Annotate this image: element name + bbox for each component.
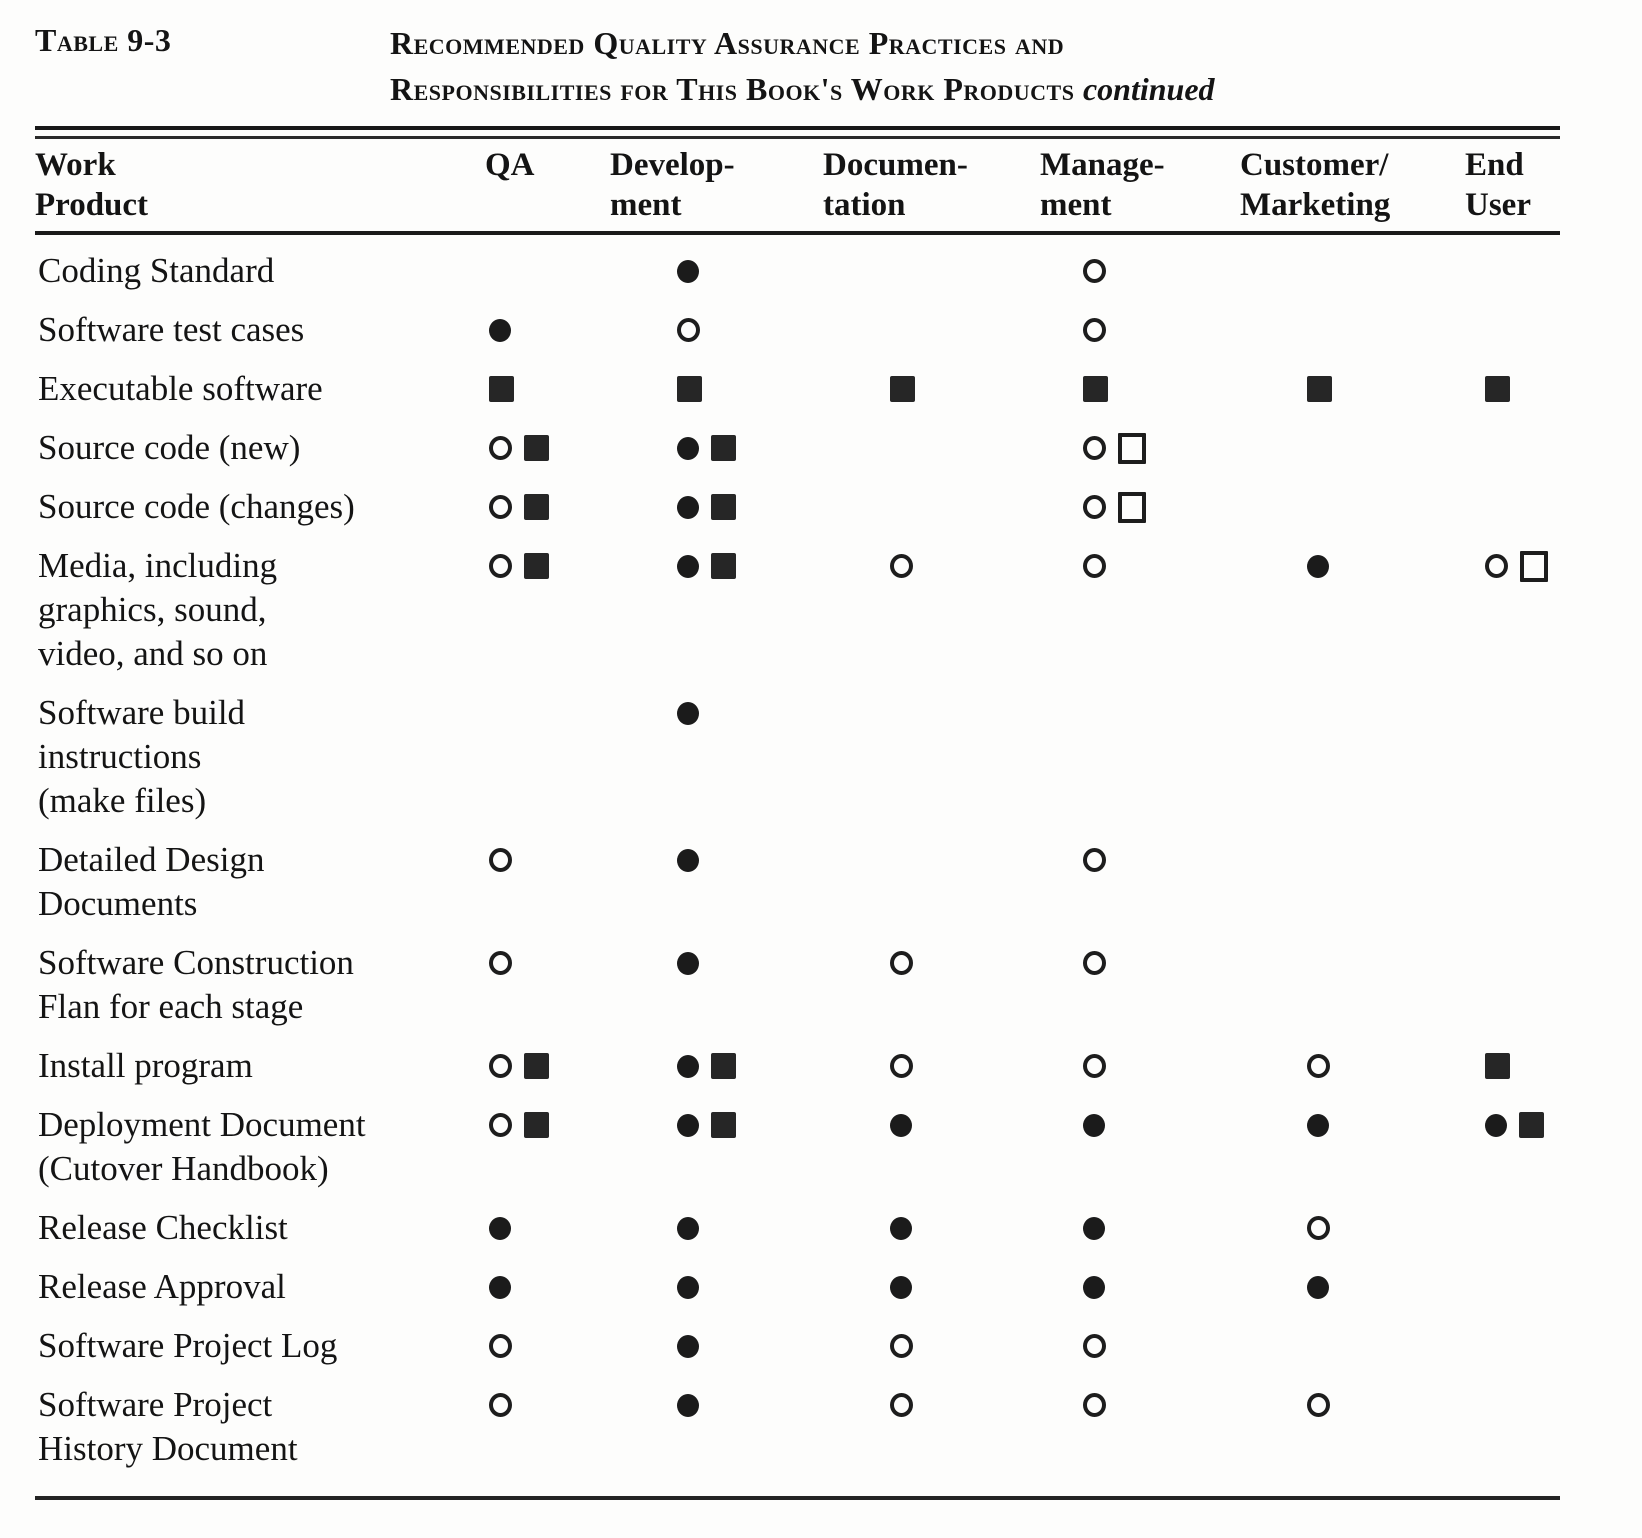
- cell-customer_marketing: [1235, 691, 1460, 735]
- cell-customer_marketing: [1235, 308, 1460, 352]
- cell-customer_marketing: [1235, 544, 1460, 588]
- column-header-line: Customer/: [1240, 147, 1389, 183]
- cell-end_user: [1460, 1383, 1560, 1427]
- work-product-line: Documents: [38, 884, 198, 923]
- cell-documentation: [818, 544, 1035, 588]
- open-circle-icon: [1083, 951, 1106, 975]
- work-product-name: [35, 485, 475, 529]
- table-row: [35, 249, 1560, 308]
- column-header-line: Develop-: [610, 147, 735, 183]
- open-circle-icon: [1083, 318, 1106, 342]
- open-circle-icon: [1307, 1054, 1330, 1078]
- work-product-name: [35, 1383, 475, 1471]
- filled-circle-icon: [489, 1217, 511, 1240]
- work-product-name: [35, 1044, 475, 1088]
- table-number-label: Table 9-3: [35, 22, 172, 58]
- table-row: [35, 485, 1560, 544]
- work-product-line: video, and so on: [38, 634, 268, 673]
- cell-development: [605, 249, 818, 293]
- open-square-icon: [1520, 551, 1548, 582]
- filled-circle-icon: [1083, 1217, 1105, 1240]
- filled-circle-icon: [489, 319, 511, 342]
- cell-end_user: [1460, 426, 1560, 470]
- cell-qa: [475, 485, 605, 529]
- cell-development: [605, 485, 818, 529]
- open-circle-icon: [1083, 1393, 1106, 1417]
- filled-circle-icon: [489, 1276, 511, 1299]
- cell-end_user: [1460, 1324, 1560, 1368]
- cell-management: [1035, 941, 1235, 985]
- cell-development: [605, 691, 818, 735]
- cell-customer_marketing: [1235, 838, 1460, 882]
- cell-management: [1035, 249, 1235, 293]
- cell-customer_marketing: [1235, 367, 1460, 411]
- cell-qa: [475, 941, 605, 985]
- cell-documentation: [818, 308, 1035, 352]
- filled-circle-icon: [1307, 1276, 1329, 1299]
- table-row: [35, 838, 1560, 941]
- cell-qa: [475, 1383, 605, 1427]
- cell-management: [1035, 485, 1235, 529]
- cell-qa: [475, 1044, 605, 1088]
- column-header-documentation: [818, 145, 1035, 225]
- cell-customer_marketing: [1235, 426, 1460, 470]
- cell-documentation: [818, 838, 1035, 882]
- open-circle-icon: [677, 318, 700, 342]
- cell-development: [605, 1265, 818, 1309]
- cell-qa: [475, 308, 605, 352]
- table-row: [35, 544, 1560, 691]
- cell-management: [1035, 1324, 1235, 1368]
- cell-documentation: [818, 1383, 1035, 1427]
- cell-end_user: [1460, 838, 1560, 882]
- column-header-development: [605, 145, 818, 225]
- open-circle-icon: [489, 1054, 512, 1078]
- open-circle-icon: [489, 1334, 512, 1358]
- cell-management: [1035, 308, 1235, 352]
- cell-customer_marketing: [1235, 941, 1460, 985]
- filled-circle-icon: [677, 437, 699, 460]
- filled-square-icon: [711, 435, 736, 461]
- table-row: [35, 1206, 1560, 1265]
- column-header-management: [1035, 145, 1235, 225]
- cell-development: [605, 308, 818, 352]
- cell-qa: [475, 249, 605, 293]
- table-row: [35, 367, 1560, 426]
- column-header-end_user: [1460, 145, 1560, 225]
- work-product-line: Source code (new): [38, 428, 301, 467]
- column-header-line: ment: [1040, 187, 1112, 223]
- table-title-line2: Responsibilities for This Book's Work Products continued: [390, 71, 1215, 107]
- filled-square-icon: [524, 553, 549, 579]
- table-row: [35, 691, 1560, 838]
- cell-end_user: [1460, 1265, 1560, 1309]
- cell-documentation: [818, 1206, 1035, 1250]
- work-product-line: Release Approval: [38, 1267, 286, 1306]
- filled-square-icon: [1083, 376, 1108, 402]
- cell-documentation: [818, 1103, 1035, 1147]
- filled-circle-icon: [677, 260, 699, 283]
- work-product-line: Release Checklist: [38, 1208, 288, 1247]
- filled-square-icon: [524, 494, 549, 520]
- open-circle-icon: [489, 848, 512, 872]
- open-circle-icon: [489, 1113, 512, 1137]
- work-product-name: [35, 1103, 475, 1191]
- cell-management: [1035, 1383, 1235, 1427]
- filled-circle-icon: [677, 1114, 699, 1137]
- cell-customer_marketing: [1235, 1265, 1460, 1309]
- filled-square-icon: [890, 376, 915, 402]
- cell-documentation: [818, 249, 1035, 293]
- work-product-line: Media, including: [38, 546, 278, 585]
- table-title: [390, 20, 1215, 112]
- column-header-line: Product: [35, 187, 149, 223]
- table-row: [35, 1383, 1560, 1486]
- work-product-line: Software test cases: [38, 310, 305, 349]
- column-header-line: Marketing: [1240, 187, 1391, 223]
- filled-square-icon: [711, 1053, 736, 1079]
- open-circle-icon: [890, 554, 913, 578]
- header-rule: [35, 231, 1560, 235]
- cell-end_user: [1460, 941, 1560, 985]
- filled-circle-icon: [890, 1276, 912, 1299]
- filled-circle-icon: [677, 952, 699, 975]
- cell-documentation: [818, 1324, 1035, 1368]
- table-row: [35, 308, 1560, 367]
- cell-documentation: [818, 691, 1035, 735]
- cell-management: [1035, 426, 1235, 470]
- cell-qa: [475, 691, 605, 735]
- cell-management: [1035, 838, 1235, 882]
- table-row: [35, 1324, 1560, 1383]
- column-header-line: Manage-: [1040, 147, 1165, 183]
- table-row: [35, 941, 1560, 1044]
- open-square-icon: [1118, 433, 1146, 464]
- cell-development: [605, 1324, 818, 1368]
- work-product-name: [35, 249, 475, 293]
- work-product-line: Install program: [38, 1046, 253, 1085]
- work-product-line: Software Construction: [38, 943, 354, 982]
- cell-development: [605, 1383, 818, 1427]
- work-product-line: Deployment Document: [38, 1105, 366, 1144]
- open-circle-icon: [1083, 436, 1106, 460]
- cell-customer_marketing: [1235, 1324, 1460, 1368]
- filled-circle-icon: [677, 1394, 699, 1417]
- cell-development: [605, 941, 818, 985]
- filled-square-icon: [524, 435, 549, 461]
- table-row: [35, 1103, 1560, 1206]
- cell-end_user: [1460, 249, 1560, 293]
- filled-circle-icon: [1083, 1276, 1105, 1299]
- open-circle-icon: [890, 1393, 913, 1417]
- cell-customer_marketing: [1235, 1103, 1460, 1147]
- cell-customer_marketing: [1235, 1044, 1460, 1088]
- filled-square-icon: [711, 553, 736, 579]
- filled-square-icon: [489, 376, 514, 402]
- filled-circle-icon: [677, 1217, 699, 1240]
- table-row: [35, 1265, 1560, 1324]
- filled-circle-icon: [677, 1276, 699, 1299]
- cell-qa: [475, 838, 605, 882]
- open-circle-icon: [890, 1334, 913, 1358]
- column-header-line: User: [1465, 187, 1531, 223]
- cell-management: [1035, 1265, 1235, 1309]
- open-circle-icon: [1485, 554, 1508, 578]
- filled-circle-icon: [1083, 1114, 1105, 1137]
- filled-circle-icon: [1485, 1114, 1507, 1137]
- column-header-line: End: [1465, 147, 1524, 183]
- work-product-name: [35, 1206, 475, 1250]
- table-title-line1: Recommended Quality Assurance Practices and: [390, 25, 1065, 61]
- filled-circle-icon: [677, 555, 699, 578]
- cell-management: [1035, 544, 1235, 588]
- filled-square-icon: [1307, 376, 1332, 402]
- cell-end_user: [1460, 1206, 1560, 1250]
- cell-end_user: [1460, 544, 1560, 588]
- cell-documentation: [818, 1265, 1035, 1309]
- filled-circle-icon: [677, 849, 699, 872]
- open-circle-icon: [1083, 554, 1106, 578]
- work-product-line: Coding Standard: [38, 251, 275, 290]
- work-product-line: (Cutover Handbook): [38, 1149, 329, 1188]
- filled-square-icon: [524, 1112, 549, 1138]
- column-header-line: QA: [485, 147, 535, 183]
- cell-customer_marketing: [1235, 249, 1460, 293]
- filled-circle-icon: [677, 496, 699, 519]
- open-circle-icon: [489, 495, 512, 519]
- open-circle-icon: [1307, 1393, 1330, 1417]
- cell-management: [1035, 1103, 1235, 1147]
- cell-end_user: [1460, 367, 1560, 411]
- filled-square-icon: [524, 1053, 549, 1079]
- cell-qa: [475, 367, 605, 411]
- top-double-rule: [35, 126, 1560, 139]
- cell-development: [605, 838, 818, 882]
- cell-qa: [475, 1206, 605, 1250]
- work-product-name: [35, 544, 475, 676]
- cell-qa: [475, 1324, 605, 1368]
- filled-circle-icon: [1307, 1114, 1329, 1137]
- work-product-line: graphics, sound,: [38, 590, 267, 629]
- work-product-name: [35, 1324, 475, 1368]
- cell-customer_marketing: [1235, 1383, 1460, 1427]
- open-circle-icon: [1083, 495, 1106, 519]
- cell-management: [1035, 1044, 1235, 1088]
- open-circle-icon: [890, 1054, 913, 1078]
- work-product-line: Flan for each stage: [38, 987, 304, 1026]
- cell-documentation: [818, 1044, 1035, 1088]
- filled-square-icon: [711, 1112, 736, 1138]
- column-header-line: Work: [35, 147, 116, 183]
- open-circle-icon: [489, 951, 512, 975]
- work-product-line: Executable software: [38, 369, 323, 408]
- filled-circle-icon: [677, 1335, 699, 1358]
- cell-documentation: [818, 426, 1035, 470]
- work-product-name: [35, 691, 475, 823]
- cell-documentation: [818, 367, 1035, 411]
- open-circle-icon: [890, 951, 913, 975]
- filled-square-icon: [1485, 1053, 1510, 1079]
- cell-development: [605, 426, 818, 470]
- open-circle-icon: [1307, 1216, 1330, 1240]
- work-product-name: [35, 367, 475, 411]
- cell-end_user: [1460, 308, 1560, 352]
- work-product-line: Detailed Design: [38, 840, 265, 879]
- column-header-line: ment: [610, 187, 682, 223]
- cell-qa: [475, 544, 605, 588]
- column-header-qa: [475, 145, 605, 225]
- filled-circle-icon: [890, 1217, 912, 1240]
- cell-management: [1035, 1206, 1235, 1250]
- column-header-customer_marketing: [1235, 145, 1460, 225]
- filled-square-icon: [1519, 1112, 1544, 1138]
- column-header-line: Documen-: [823, 147, 968, 183]
- column-header-line: tation: [823, 187, 906, 223]
- open-circle-icon: [489, 1393, 512, 1417]
- open-circle-icon: [489, 554, 512, 578]
- cell-end_user: [1460, 691, 1560, 735]
- work-product-line: instructions: [38, 737, 202, 776]
- open-circle-icon: [489, 436, 512, 460]
- cell-development: [605, 1103, 818, 1147]
- continued-label: continued: [1082, 71, 1215, 107]
- work-product-line: Software Project Log: [38, 1326, 338, 1365]
- open-circle-icon: [1083, 848, 1106, 872]
- cell-end_user: [1460, 485, 1560, 529]
- work-product-line: (make files): [38, 781, 207, 820]
- filled-circle-icon: [677, 1055, 699, 1078]
- cell-end_user: [1460, 1103, 1560, 1147]
- cell-end_user: [1460, 1044, 1560, 1088]
- work-product-name: [35, 941, 475, 1029]
- filled-circle-icon: [890, 1114, 912, 1137]
- open-square-icon: [1118, 492, 1146, 523]
- work-product-line: History Document: [38, 1429, 298, 1468]
- column-header-product: [35, 145, 475, 225]
- cell-management: [1035, 367, 1235, 411]
- work-product-line: Software build: [38, 693, 246, 732]
- qa-table: [35, 145, 1560, 1486]
- cell-development: [605, 1206, 818, 1250]
- work-product-name: [35, 308, 475, 352]
- filled-circle-icon: [1307, 555, 1329, 578]
- cell-development: [605, 1044, 818, 1088]
- table-row: [35, 426, 1560, 485]
- cell-customer_marketing: [1235, 485, 1460, 529]
- work-product-name: [35, 1265, 475, 1309]
- cell-documentation: [818, 485, 1035, 529]
- cell-qa: [475, 1103, 605, 1147]
- open-circle-icon: [1083, 1054, 1106, 1078]
- filled-circle-icon: [677, 702, 699, 725]
- filled-square-icon: [1485, 376, 1510, 402]
- cell-qa: [475, 1265, 605, 1309]
- work-product-name: [35, 426, 475, 470]
- cell-development: [605, 544, 818, 588]
- work-product-name: [35, 838, 475, 926]
- table-row: [35, 1044, 1560, 1103]
- filled-square-icon: [677, 376, 702, 402]
- table-header-row: [35, 145, 1560, 225]
- table-body: [35, 249, 1560, 1486]
- work-product-line: Software Project: [38, 1385, 273, 1424]
- cell-management: [1035, 691, 1235, 735]
- table-caption: [35, 20, 1560, 112]
- filled-square-icon: [711, 494, 736, 520]
- cell-documentation: [818, 941, 1035, 985]
- cell-qa: [475, 426, 605, 470]
- open-circle-icon: [1083, 259, 1106, 283]
- open-circle-icon: [1083, 1334, 1106, 1358]
- cell-development: [605, 367, 818, 411]
- work-product-line: Source code (changes): [38, 487, 355, 526]
- bottom-rule: [35, 1496, 1560, 1500]
- cell-customer_marketing: [1235, 1206, 1460, 1250]
